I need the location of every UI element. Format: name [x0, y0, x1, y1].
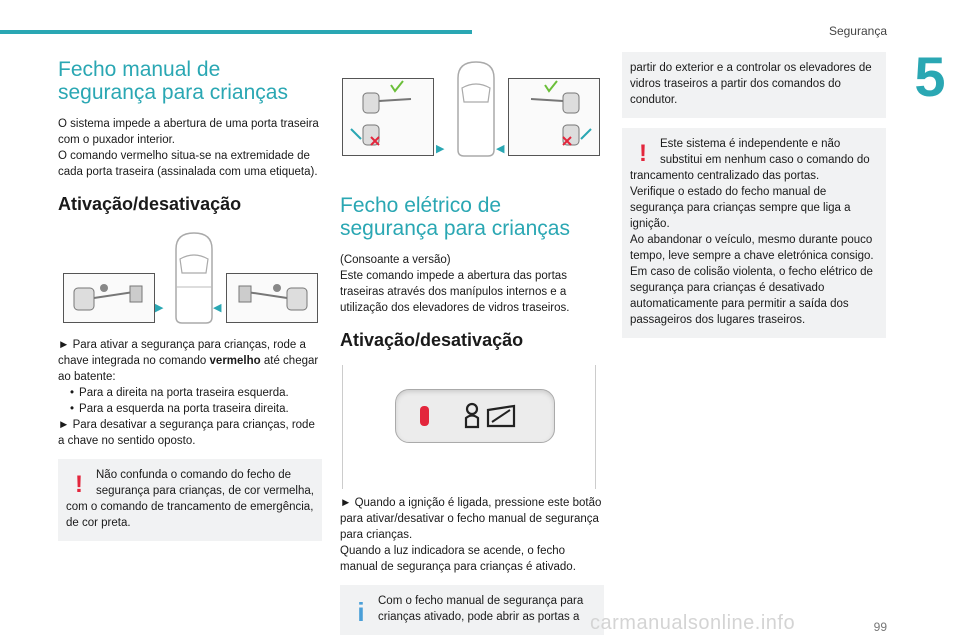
- indicator-light-icon: [420, 406, 429, 426]
- warning-exclamation-icon: !: [75, 471, 83, 498]
- section-title: Segurança: [828, 24, 887, 38]
- info-text-continued: partir do exterior e a controlar os elevadores de vidros traseiros a partir dos comandos do condutor.: [630, 62, 872, 106]
- column-notes: [622, 52, 886, 338]
- info-icon: i: [357, 597, 365, 627]
- version-note: (Consoante a versão): [340, 254, 451, 266]
- bullet-right-door: • Para a esquerda na porta traseira direita.: [58, 401, 322, 417]
- illustration-manual-lock: [58, 229, 322, 325]
- watermark: carmanualsonline.info: [590, 612, 796, 634]
- step-activate-text-end: até chegar ao batente:: [58, 355, 319, 383]
- warning-independent-first: Este sistema é independente e não substitui em nenhum caso o comando do: [660, 138, 870, 166]
- heading-electric-child-lock: Fecho elétrico de segurança para crianças: [340, 194, 570, 240]
- door-lock-right-status-image: [508, 78, 600, 156]
- door-lock-right-image: [226, 273, 318, 323]
- paragraph-intro-2: O comando vermelho situa-se na extremidade de cada porta traseira (assinalada com uma etiqueta).: [58, 150, 318, 178]
- warning-text-rest: com o comando de trancamento de emergência, de cor preta.: [66, 501, 314, 529]
- page-number: 99: [873, 620, 887, 634]
- illustration-door-locks: [340, 58, 604, 168]
- header-accent-bar: [0, 30, 472, 34]
- arrow-right-icon-2: ▶: [436, 143, 445, 155]
- subheading-activation: Ativação/desativação: [58, 194, 242, 214]
- warning-box-independent: [622, 128, 886, 338]
- paragraph-electric-intro: Este comando impede a abertura das portas traseiras através dos manípulos internos e a utilização dos elevadores de vidros traseiros.: [340, 270, 570, 314]
- child-lock-window-icon: [462, 402, 522, 430]
- warning-exclamation-icon-2: !: [639, 140, 647, 167]
- column-electric-child-lock: [340, 52, 604, 635]
- bullet-left-door: • Para a direita na porta traseira esquerda.: [58, 385, 322, 401]
- illustration-child-lock-button: [342, 365, 596, 489]
- warning-text-first: Não confunda o comando do fecho de segurança para crianças, de cor vermelha,: [96, 469, 314, 497]
- info-text-first: Com o fecho manual de segurança para crianças ativado, pode abrir as portas a: [378, 595, 584, 623]
- subheading-activation-2: Ativação/desativação: [340, 330, 524, 350]
- door-lock-left-image: [63, 273, 155, 323]
- door-lock-left-status-image: [342, 78, 434, 156]
- arrow-left-icon: ◀: [213, 302, 222, 314]
- chapter-number: 5: [900, 40, 960, 114]
- step-press-button: ► Quando a ignição é ligada, pressione este botão para ativar/desativar o fecho manual de segurança para crianças.: [340, 497, 602, 541]
- warning-take-key: Ao abandonar o veículo, mesmo durante pouco tempo, leve sempre a chave eletrónica consigo.: [630, 234, 874, 262]
- info-box-open-doors: [340, 585, 604, 635]
- step-deactivate: ► Para desativar a segurança para crianças, rode a chave no sentido oposto.: [58, 419, 315, 447]
- heading-manual-child-lock: Fecho manual de segurança para crianças: [58, 58, 288, 104]
- child-lock-button-panel: [395, 389, 555, 443]
- step-indicator-light: Quando a luz indicadora se acende, o fecho manual de segurança para crianças é ativado.: [340, 545, 576, 573]
- warning-check-status: Verifique o estado do fecho manual de segurança para crianças sempre que liga a ignição.: [630, 186, 851, 230]
- paragraph-intro: O sistema impede a abertura de uma porta traseira com o puxador interior.: [58, 118, 319, 146]
- step-activate-text: ► Para ativar a segurança para crianças, rode a chave integrada no comando: [58, 339, 306, 367]
- arrow-right-icon: ▶: [155, 302, 164, 314]
- column-manual-child-lock: [58, 52, 322, 541]
- warning-collision: Em caso de colisão violenta, o fecho elétrico de segurança para crianças é desativado automaticamente para permitir a saída dos passageiros dos lugares traseiros.: [630, 266, 873, 326]
- step-activate-bold: vermelho: [209, 355, 261, 367]
- info-box-continued: [622, 52, 886, 118]
- warning-independent-rest: trancamento centralizado das portas.: [630, 170, 820, 182]
- warning-box-color: [58, 459, 322, 541]
- step-activate: [58, 337, 322, 385]
- arrow-left-icon-2: ◀: [496, 143, 505, 155]
